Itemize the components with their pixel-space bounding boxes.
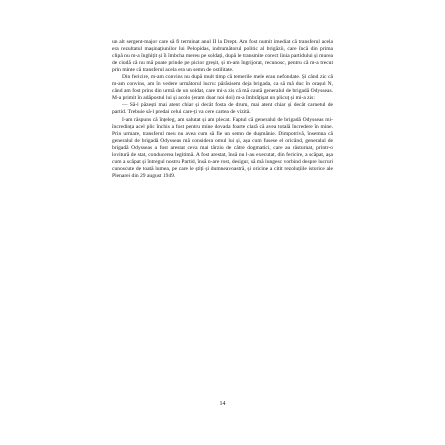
paragraph-2: Din fericire, m-am convins nu după mult timp că temerile mele erau nefondate. Și când zic că m-am convins, am în vedere următorul lucru: părăsisem deja brigada, ca să mă duc în orașul N, când am fost prins din urmă de un soldat, care mi-a zis că mă caută generalul de brigadă Odysseas. M-a primit în adăpostul lui și acolo (eram doar noi doi) m-a îmbrățișat un plicuț și mi-a zis: xyxy=(112,74,333,102)
paragraph-4: I-am răspuns că înțeleg, am salutat și am plecat. Faptul că generalul de brigadă Odysseas mi-încredința acel plic închis a fost pentru mine dovada foarte clară că avea totală încredere în mine. Prin urmare, transferul meu nu avea cum să fie un semn de dușmănie. Dimpotrivă, însemna că generalul de brigadă Odysseas mă considera omul lui și, așa cum fusese el oricând, generalul de brigadă Odysseas a fost arestat ceva mai târziu de către dogmatici, care au răsturnat, printr-o lovitură de stat, conducerea legitimă. A fost arestat, însă nu l-au executat, din fericire, a scăpat, așa cum a scăpat și întregul nostru Partid, însă n-are rost, desigur, să mă lungesc vorbind despre lucruri cunoscute de toată lumea, pe care le știți și dumneavoastră, și oricine a citit rezoluțiile istorice ale Plenarei din 29 august 1949. xyxy=(112,116,333,179)
paragraph-3-dialogue: — Să-l păzești mai atent chiar și decât fosta de drum, mai atent chiar și decât carnetul de partid. Trebuie să-l predai celui care-ți va cere cartea de vizită. xyxy=(112,102,333,116)
paragraph-1: un alt sergent-major care să fi terminat anul II la Drept. Am fost numit imediat că transferul acela era rezultatul mașinațiunilor lui Pelopidas, indrumătorul politic al brigăzii, care încă din prima clipă nu m-a înghițit și îi îmbcha mereu pe soldați, după le transmite corect linia partidului și murea de ciudă că nu mă poate prinde pe picior greșit, și m-am îngrijorat, recunosc, pentru că m-a trecut prin minte că transferul acela era un semn de ostilitate. xyxy=(112,39,333,74)
page-number: 14 xyxy=(219,401,226,407)
body-text xyxy=(112,39,333,180)
